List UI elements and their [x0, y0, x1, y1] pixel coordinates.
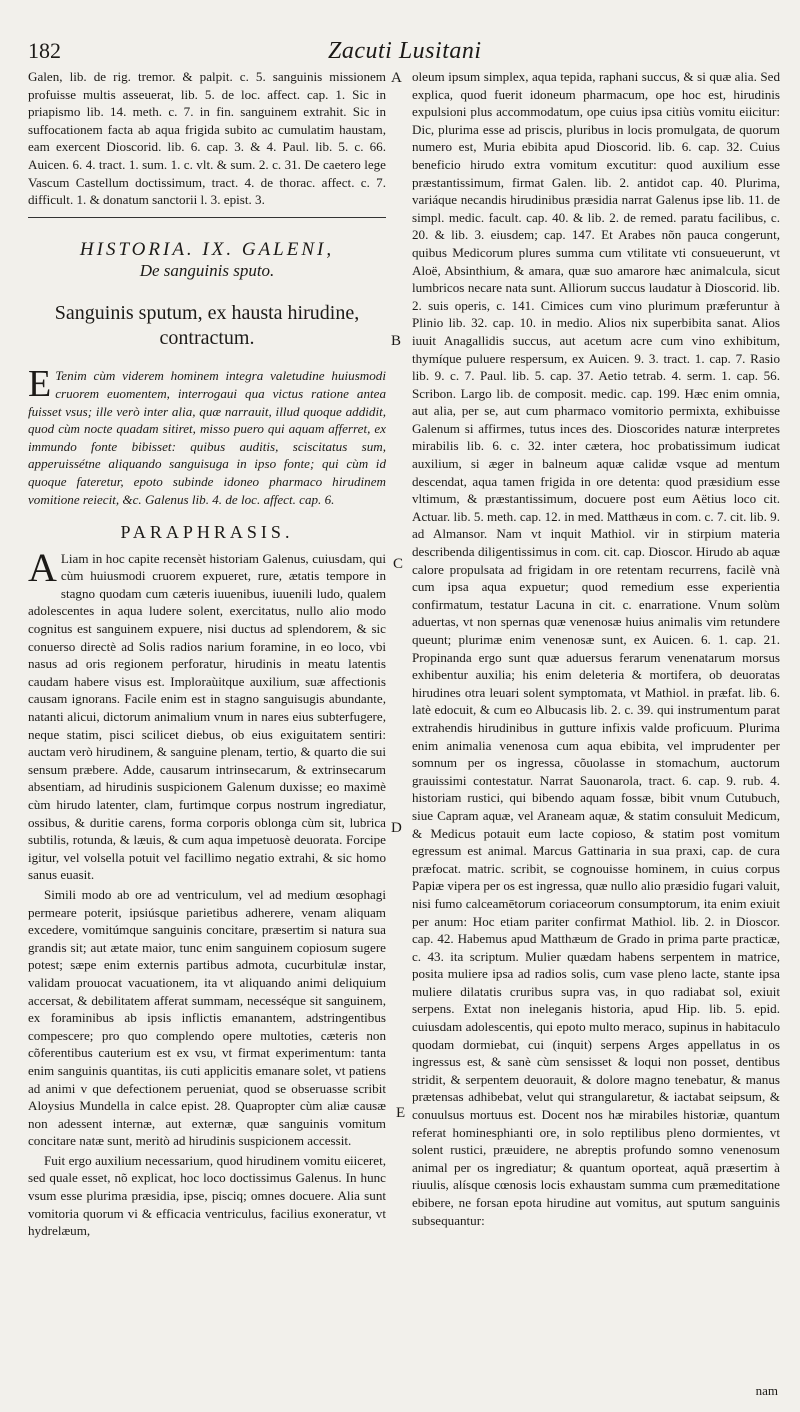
margin-letter-d: D — [391, 820, 402, 836]
history-subtitle: De sanguinis sputo. — [139, 260, 275, 280]
margin-letter-b: B — [391, 333, 402, 349]
margin-letter-c: C — [393, 556, 404, 572]
paraphrasis-heading: PARAPHRASIS. — [120, 522, 294, 543]
margin-letter-e: E — [396, 1105, 406, 1121]
top-paragraph: Galen, lib. de rig. tremor. & palpit. c. 5. sanguinis missionem profuisse multis asseuerat, lib. 5. de loc. affect. cap. 1. Sic in priapismo lib. 14. meth. c. 7. in fin. sanguinem extrahit. Sic in suffocationem facta ab aqua frigida subito ac cumulatim haustam, eam exercent Dioscorid. lib. 6. cap. 3. & 4. Paul. lib. 5. c. 66. Auicen. 6. 4. tract. 1. sum. 1. c. vlt. & sum. 2. c. 31. De caetero lege Vascum Castellum doctissimum, tract. 4. de thorac. affect. c. 7. difficult. 1. & donatum sanctorii l. 3. epist. 3. — [28, 69, 386, 208]
running-head: Zacuti Lusitani — [328, 38, 482, 64]
case-text: Tenim cùm viderem hominem integra valetudine huiusmodi cruorem euomentem, interrogaui qua victus ratione antea fuisset vsus; ille verò inter alia, quæ narrauit, illud quoque addidit, quod cùm nocte quadam sitiret, misso puero qui aquam afferret, ex immundo fonte bibisset: quibus auditis, sciscitatus sum, apperuissétne aliquando sanguisuga in ipso fonte; qui cùm id quoque fateretur, epoto subinde idoneo pharmaco hirudinem vomitione reiecit, &c. Galenus lib. 4. de loc. affect. cap. 6. — [28, 368, 386, 507]
drop-cap-e: E — [28, 363, 52, 406]
page-number: 182 — [28, 38, 61, 63]
right-text: oleum ipsum simplex, aqua tepida, raphani succus, & si quæ alia. Sed explica, quod fuerit idoneum pharmacum, ope hoc est, hirudinis expulsioni plus accommodatum, ope cuius ipsa citiùs vomitu eiicitur: Dic, plurima esse ad priscis, pluribus in locis promulgata, de quorum numero est, Muria ebibita apud Dioscorid. lib. 6. cap. 32. Cuius beneficio hirudo extra vomitum excutitur: quod auxilium esse præstantissimum, firmat Galen. lib. 2. antidot cap. 40. Plurima, variáque necandis hirudinibus præsidia narrat Galenus ipse lib. 11. de simpl. medic. facult. cap. 40. & lib. 2. de remed. paratu facilibus, c. 20. & lib. 3. eiusdem; cap. 147. Et Arabes nõn pauca congerunt, quibus Medicorum plures summa cum vtilitate vti consueuerunt, vt Aloë, Absinthium, & amara, quæ suo amarore hæc animalcula, sicut lumbricos necare nata sunt. Alliorum succus laudatur à Dioscorid. lib. 2. suis operis, c. 141. Cimices cum vino plurimum præferuntur à Plinio lib. 32. cap. 10. in medio. Alios nix superbibita sanat. Alios iuuit Anagallidis succus, aut acetum acre cum vino exhibitum, thymíque puluere respersum, ex Auicen. 9. 3. tract. 1. cap. 7. Rasio lib. 9. c. 7. Paul. lib. 5. cap. 37. Aetio tetrab. 4. serm. 1. cap. 56. Scribon. Largo lib. de composit. medic. cap. 199. Hæc enim omnia, aut alia, per se, aut cum pharmaco vomitorio permixta, exhibuisse Galenum si affirmes, tutus inces des. Dioscorides naturæ interpretes mirabilis lib. 6. c. 32. inter cætera, hoc probatissimum iudicat auxilium, si æger in balneum aquæ calidæ vsque ad mentum descendat, aqua tamen frigida in ore detenta: quod præsidium esse vltimum, & præstantissimum, docuere post eum Aëtius loco cit. Actuar. lib. 5. meth. cap. 12. in med. Matthæus in com. c. 7. cit. lib. 9. ad Almansor. Nam vt inquit Mathiol. vir in stirpium materia describenda diligentissimus in com. cit. cap. Dioscor. Hirudo ab aquæ calore propulsata ad frigidam in ore retentam recurrens, facilè vnà cum ipsa aqua expuetur; quod remedium esse experientia confirmatum, testatur Lacuna in cit. c. enarratione. Vnum solùm aduertas, vt non spernas quæ venenosæ huius animalis vim retundere queunt; plurimæ enim venenosæ sunt, ex Auicen. 6. 1. cap. 21. Propinanda ergo sunt quæ aduersus ferarum venenatarum morsus exhibentur auxilia; his enim deleteria & mortifera, ob deuoratas hirudines otra leuari solent symptomata, vt Mathiol. in præfat. lib. 6. latè edocuit, & cum eo Albucasis lib. 2. c. 39. qui instrumentum parat extrahendis hirudinibus in gutture infixis valde proficuum. Plurima enim animalia venenosa cum aqua ebibita, vel imprudenter per somnum per os ingressa, cõuolasse in stomachum, auctorum grauissimi contestatur. Narrat Sauonarola, tract. 6. cap. 9. rub. 4. historiam rustici, qui bibendo aquam fossæ, bibit vnum Cutubuch, siue Capram aquæ, vel Araneam aquæ, & statim consuluit Medicum, & Medicus potauit eum lacte copioso, & statim post vomitum egressum est animal. Marcus Gattinaria in sua praxi, cap. de cura præfocat. matric. scribit, se cognouisse hominem, in cuius corpus Papiæ vipera per os est ingressa, quæ nullo alio præsidio fugari valuit, nisi fumo calceamētorum coriaceorum consumptorum, ita enim exiuit per anum: Hoc etiam pariter confirmat Mathiol. lib. 2. in Dioscor. cap. 42. Habemus apud Matthæum de Grado in prima parte practicæ, c. 43. ita scriptum. Mulier quædam habens serpentem in matrice, posita muliere ipsa ad radios solis, cum vase pleno lacte, stante ipsa muliere dilatatis cruribus supra vas, in quo radiabat sol, exiuit serpens. Extat non ineleganis historia, apud Hip. lib. 5. epid. cuiusdam adolescentis, qui epoto multo meraco, supinus in habitaculo quodam dormiebat, cui (inquit) serpens Arges appellatus in os ingressus est, & sanè cùm sensisset & loqui non posset, dentibus stridit, & serpentem deuorauit, & dolore magno tenebatur, & manus prætensas adhibebat, velut qui strangularetur, & iactabat seipsum, & conuulsus mortuus est. Docent nos hæ mirabiles historiæ, quantum referat hominesphianti ore, in solo reptilibus pleno dormientes, vt solent rustici, præuidere, ne abreptis profundo somno venenosum animal per os ingrediatur; & quantum oporteat, aquã præsertim à riuulis, alísque cœnosis locis exhaustam summa cum præmeditatione ebibere, ne forsan epota hirudine aut vomitus, aut sputum sanguinis subsequantur: — [412, 69, 780, 1228]
paraphrasis-paragraph-2: Simili modo ab ore ad ventriculum, vel ad medium œsophagi permeare poterit, ipsiúsque parietibus adherere, venam aliquam excedere, vomitúmque sanguinis concitare, præsertim si natura sua grandis sit; aut ætate maior, tunc enim sanguinem copiosum sugere potest; sæpe enim externis partibus admota, cucurbitulæ instar, validam prouocat vacuationem, ita vt aliquando animi deliquium accersat, & debilitatem afferat summam, necesséque sit sanguinem, ex foraminibus ab ipsis inflictis emanantem, adstringentibus compescere; pro quo complendo opere multoties, cæteris non cõferentibus cauterium est ex vsu, vt firmat experimentum: tanta enim sanguinis quantitas, iis cuti applicitis emanare solet, vt patiens ad animi v que defectionem perueniat, quod se obseruasse scribit Aloysius Mundella in calce epist. 28. Quapropter cùm aliæ causæ non adessent internæ, aut externæ, quæ sanguinis vomitum concitare natæ sunt, meritò ad hirudinis suspicionem accessit. — [28, 886, 386, 1149]
drop-cap-a: A — [28, 544, 57, 590]
case-paragraph — [28, 363, 386, 508]
right-column — [412, 68, 780, 1388]
left-column — [28, 68, 386, 1398]
section-title: Sanguinis sputum, ex hausta hirudine, contractum. — [54, 302, 360, 350]
paraphrasis-paragraph-1 — [28, 544, 386, 884]
paraphrasis-paragraph-3: Fuit ergo auxilium necessarium, quod hirudinem vomitu eiiceret, sed quale esset, nõ explicat, hoc loco doctissimus Galenus. In hunc vsum esse plurima præsidia, ipse, pisciq; omnes docuere. Alia sunt vomitoria quorum vi & efficacia ventriculus, facilius exoneratur, vt hydrelæum, — [28, 1152, 386, 1239]
paraphrasis-text-1: Liam in hoc capite recensèt historiam Galenus, cuiusdam, qui cùm huiusmodi cruorem expueret, rure, ætatis tempore in stagno quodam cum cæteris iuuenibus, iuuenili ludo, qualem adolescentes in aqua ludere solent, exercitatus, nullo alio modo cognitus est sanguinem expuere, nisi ductus ad splendorem, & sic conuerso directè ad Solis radios narium foramine, in eo loco, vbi nasus ad oris regionem perforatur, hirudinis in meatu latentis caudam habere visus est. Imploraùitque auxilium, suæ affectionis causam ignorans. Facile enim est in stagno sanguisugis abundante, natanti alicui, dictorum animalium vnum in nares eius subterfugere, neque statim, pisci scilicet diebus, ob eius exiguitatem sentiri: auctam verò hirudinem, & sanguine plenam, tertio, & quarto die sui sensum præbere. Adde, causarum intrinsecarum, & extrinsecarum absentiam, ad hirudinis suspicionem Galenum duxisse; eo maximè cùm hirudo latenter, clam, furtimque corpus nostrum ingrediatur, ossibus, & duritie carens, forma corporis oblonga cùm sit, lubrica subtilis, rotunda, & læuis, & cum aqua impetuosè deuorata. Forcipe igitur, vel volsella potuit vel facillimo negatio extrahi, & sic homo sanus euasit. — [28, 550, 386, 883]
page-header — [28, 38, 780, 68]
section-rule — [28, 217, 386, 218]
catchword: nam — [755, 1383, 778, 1398]
margin-letter-a: A — [391, 70, 402, 86]
history-title: HISTORIA. IX. GALENI, — [79, 238, 335, 260]
